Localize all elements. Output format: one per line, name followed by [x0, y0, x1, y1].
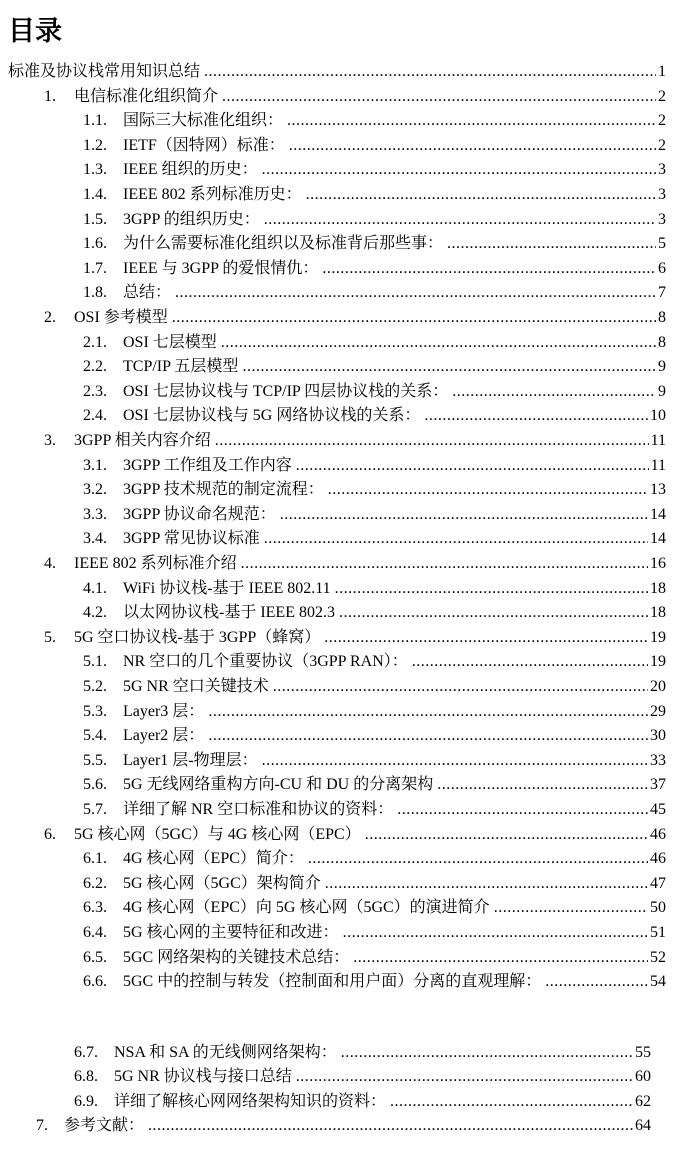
toc-entry[interactable]: [44, 549, 666, 574]
toc-entry-number: 6.4.: [83, 924, 107, 941]
toc-entry[interactable]: [83, 672, 666, 697]
toc-entry-title: 详细了解核心网网络架构知识的资料：: [114, 1092, 387, 1110]
toc-entry-number: 6.1.: [83, 850, 107, 868]
toc-dot-leader: [390, 1092, 633, 1112]
toc-entry-title: OSI 七层协议栈与 5G 网络协议栈的关系：: [123, 407, 421, 425]
toc-entry-number: 4.: [44, 555, 56, 572]
toc-entry-title: IEEE 802 系列标准介绍: [74, 555, 237, 572]
toc-entry[interactable]: [83, 574, 666, 599]
toc-page-number: 33: [650, 751, 666, 769]
toc-entry-title: IEEE 与 3GPP 的爱恨情仇：: [123, 259, 319, 277]
toc-entry-title: 3GPP 相关内容介绍: [74, 432, 211, 449]
toc-entry-number: 1.4.: [83, 186, 107, 203]
toc-entry-number: 6.2.: [83, 874, 107, 892]
toc-page-number: 13: [650, 481, 666, 499]
toc-entry-title: 5G 无线网络重构方向-CU 和 DU 的分离架构: [123, 776, 434, 794]
toc-page-number: 11: [650, 432, 666, 449]
toc-entry-number: 6.: [44, 825, 56, 843]
toc-entry-number: 4.2.: [83, 604, 107, 622]
toc-entry[interactable]: [83, 106, 666, 131]
toc-entry-number: 1.5.: [83, 210, 107, 228]
toc-entry-number: 7.: [36, 1116, 48, 1134]
toc-dot-leader: [306, 185, 656, 205]
toc-entry[interactable]: [83, 401, 666, 426]
toc-entry-title: 电信标准化组织简介: [74, 87, 219, 105]
toc-entry-number: 1.6.: [83, 235, 107, 253]
toc-dot-leader: [208, 726, 648, 746]
toc-entry-number: 2.4.: [83, 407, 107, 425]
toc-entry-number: 3.1.: [83, 456, 107, 474]
toc-entry-number: 5.2.: [83, 678, 107, 695]
toc-entry-number: 6.9.: [74, 1092, 98, 1110]
toc-entry-number: 6.6.: [83, 973, 107, 991]
toc-dot-leader: [353, 948, 648, 968]
toc-entry[interactable]: [44, 303, 666, 328]
toc-entry-title: 5G 空口协议栈-基于 3GPP（蜂窝）: [74, 628, 321, 646]
toc-entry[interactable]: [83, 205, 666, 230]
toc-entry-title: 5GC 中的控制与转发（控制面和用户面）分离的直观理解：: [123, 973, 542, 991]
toc-entry[interactable]: [44, 820, 666, 845]
toc-entry[interactable]: [83, 475, 666, 500]
toc-dot-leader: [437, 775, 648, 795]
toc-entry-title: IEEE 组织的历史：: [123, 161, 258, 179]
toc-dot-leader: [289, 136, 656, 156]
toc-entry-number: 5.1.: [83, 653, 107, 671]
toc-dot-leader: [287, 111, 656, 131]
toc-entry[interactable]: [83, 377, 666, 402]
toc-entry-title: IEEE 802 系列标准历史：: [123, 186, 302, 203]
toc-page-number: 37: [650, 776, 666, 794]
toc-page-number: 11: [650, 456, 666, 474]
toc-entry[interactable]: [83, 893, 666, 918]
toc-page-number: 29: [650, 702, 666, 720]
toc-entry[interactable]: [83, 967, 666, 992]
toc-entry-number: 5.7.: [83, 801, 107, 818]
toc-dot-leader: [262, 751, 648, 771]
toc-entry[interactable]: [83, 500, 666, 525]
toc-entry[interactable]: [83, 131, 666, 156]
toc-dot-leader: [324, 628, 648, 648]
toc-dot-leader: [172, 308, 656, 328]
toc-entry-title: 3GPP 工作组及工作内容: [123, 456, 292, 474]
toc-page-number: 1: [658, 63, 666, 80]
toc-dot-leader: [343, 923, 648, 943]
toc-entry-title: 3GPP 常见协议标准: [123, 530, 260, 548]
toc-entry-title: 4G 核心网（EPC）简介：: [123, 850, 304, 868]
toc-entry[interactable]: [44, 82, 666, 107]
toc-entry[interactable]: [83, 795, 666, 820]
toc-dot-leader: [296, 456, 649, 476]
toc-entry-title: Layer2 层：: [123, 727, 205, 745]
toc-dot-leader: [365, 825, 648, 845]
toc-dot-leader: [208, 702, 648, 722]
toc-entry-number: 3.: [44, 432, 56, 449]
toc-dot-leader: [264, 210, 656, 230]
toc-dot-leader: [328, 480, 648, 500]
toc-page-number: 8: [658, 333, 666, 351]
toc-entry[interactable]: [44, 426, 666, 451]
toc-page-number: 18: [650, 579, 666, 597]
toc-entry-title: 5G 核心网的主要特征和改进：: [123, 924, 339, 941]
toc-entry-number: 1.: [44, 87, 56, 105]
toc-entry[interactable]: [83, 647, 666, 672]
toc-entry-number: 4.1.: [83, 579, 107, 597]
toc-entry-number: 5.3.: [83, 702, 107, 720]
toc-entry[interactable]: [74, 1062, 651, 1087]
toc-entry[interactable]: [83, 328, 666, 353]
toc-entry-title: 国际三大标准化组织：: [123, 112, 284, 130]
toc-page-number: 46: [650, 825, 666, 843]
toc-entry-title: Layer1 层-物理层：: [123, 751, 258, 769]
toc-dot-leader: [241, 554, 648, 574]
toc-entry[interactable]: [83, 918, 666, 943]
toc-dot-leader: [452, 382, 656, 402]
toc-page-number: 2: [658, 112, 666, 130]
toc-dot-leader: [296, 1067, 633, 1087]
toc-entry[interactable]: [44, 623, 666, 648]
toc-dot-leader: [335, 579, 648, 599]
toc-entry-number: 3.2.: [83, 481, 107, 499]
toc-entry[interactable]: [8, 57, 666, 82]
toc-dot-leader: [221, 333, 656, 353]
toc-entry[interactable]: [83, 770, 666, 795]
toc-dot-leader: [325, 874, 648, 894]
toc-entry-title: 5GC 网络架构的关键技术总结：: [123, 948, 350, 966]
toc-entry-title: NR 空口的几个重要协议（3GPP RAN）：: [123, 653, 408, 671]
toc-dot-leader: [175, 283, 656, 303]
toc-dot-leader: [412, 652, 648, 672]
toc-page-number: 9: [658, 358, 666, 376]
toc-entry[interactable]: [83, 697, 666, 722]
toc-dot-leader: [308, 849, 648, 869]
toc-page-number: 51: [650, 924, 666, 941]
toc-dot-leader: [424, 406, 648, 426]
toc-page-number: 55: [635, 1044, 651, 1061]
toc-entry-title: 标准及协议栈常用知识总结: [8, 63, 201, 80]
toc-page-number: 8: [658, 309, 666, 326]
toc-page-number: 10: [650, 407, 666, 425]
toc-dot-leader: [322, 259, 656, 279]
toc-entry-number: 6.8.: [74, 1068, 98, 1086]
toc-entry-title: 5G NR 协议栈与接口总结: [114, 1068, 292, 1086]
toc-entry-number: 5.4.: [83, 727, 107, 745]
toc-page-number: 6: [658, 259, 666, 277]
toc-entry-title: OSI 七层协议栈与 TCP/IP 四层协议栈的关系：: [123, 382, 449, 400]
toc-entry[interactable]: [83, 869, 666, 894]
toc-entry[interactable]: [74, 1087, 651, 1112]
toc-entry[interactable]: [36, 1111, 651, 1136]
toc-page-number: 45: [650, 801, 666, 818]
toc-entry[interactable]: [83, 721, 666, 746]
toc-entry[interactable]: [83, 155, 666, 180]
toc-page-number: 62: [635, 1092, 651, 1110]
toc-page-number: 2: [658, 87, 666, 105]
toc-dot-leader: [215, 431, 649, 451]
toc-page-number: 19: [650, 653, 666, 671]
toc-entry-title: 3GPP 协议命名规范：: [123, 505, 276, 523]
toc-dot-leader: [273, 677, 648, 697]
toc-dot-leader: [339, 603, 648, 623]
toc-entry-number: 2.1.: [83, 333, 107, 351]
toc-page-number: 30: [650, 727, 666, 745]
toc-entry[interactable]: [83, 524, 666, 549]
toc-entry-title: 5G NR 空口关键技术: [123, 678, 269, 695]
toc-dot-leader: [222, 87, 656, 107]
toc-page-number: 19: [650, 628, 666, 646]
toc-entry-title: OSI 参考模型: [74, 309, 168, 326]
toc-entry-number: 1.7.: [83, 259, 107, 277]
toc-page-number: 16: [650, 555, 666, 572]
toc-entry[interactable]: [83, 278, 666, 303]
toc-entry-number: 5.6.: [83, 776, 107, 794]
toc-entry-title: 参考文献：: [64, 1116, 145, 1134]
toc-page-number: 9: [658, 382, 666, 400]
toc-entry[interactable]: [83, 352, 666, 377]
toc-entry-number: 6.5.: [83, 948, 107, 966]
toc-dot-leader: [494, 898, 648, 918]
toc-entry-title: 4G 核心网（EPC）向 5G 核心网（5GC）的演进简介: [123, 899, 490, 917]
toc-entry[interactable]: [83, 180, 666, 205]
toc-page-number: 52: [650, 948, 666, 966]
toc-entry-title: IETF（因特网）标准：: [123, 136, 285, 154]
toc-entry-number: 3.4.: [83, 530, 107, 548]
toc-entry-title: 5G 核心网（5GC）架构简介: [123, 874, 321, 892]
toc-entry-number: 1.8.: [83, 284, 107, 302]
toc-entry-number: 1.3.: [83, 161, 107, 179]
toc-dot-leader: [148, 1116, 633, 1136]
toc-entry-title: TCP/IP 五层模型: [123, 358, 239, 376]
toc-page-number: 7: [658, 284, 666, 302]
toc-entry-title: 总结：: [123, 284, 172, 302]
toc-entry-number: 1.2.: [83, 136, 107, 154]
toc-entry-title: 详细了解 NR 空口标准和协议的资料：: [123, 801, 394, 818]
toc-heading: 目录: [8, 16, 62, 47]
toc-entry-title: 5G 核心网（5GC）与 4G 核心网（EPC）: [74, 825, 361, 843]
toc-entry-title: OSI 七层模型: [123, 333, 217, 351]
toc-entry-number: 5.5.: [83, 751, 107, 769]
toc-page-number: 64: [635, 1116, 651, 1134]
toc-entry-title: 以太网协议栈-基于 IEEE 802.3: [123, 604, 335, 622]
toc-page-number: 47: [650, 874, 666, 892]
toc-dot-leader: [280, 505, 648, 525]
toc-entry-title: 为什么需要标准化组织以及标准背后那些事：: [123, 235, 444, 253]
toc-entry[interactable]: [83, 254, 666, 279]
toc-page-number: 20: [650, 678, 666, 695]
toc-dot-leader: [545, 972, 648, 992]
toc-page-number: 46: [650, 850, 666, 868]
toc-page-number: 3: [658, 210, 666, 228]
toc-page-number: 60: [635, 1068, 651, 1086]
toc-entry-number: 2.3.: [83, 382, 107, 400]
toc-dot-leader: [397, 800, 648, 820]
toc-page-number: 3: [658, 161, 666, 179]
toc-page-number: 2: [658, 136, 666, 154]
toc-dot-leader: [264, 529, 648, 549]
toc-dot-leader: [341, 1043, 633, 1063]
toc-entry-number: 2.: [44, 309, 56, 326]
toc-dot-leader: [242, 357, 656, 377]
toc-entry-number: 5.: [44, 628, 56, 646]
toc-entry-title: 3GPP 的组织历史：: [123, 210, 260, 228]
toc-dot-leader: [447, 234, 656, 254]
toc-entry-title: NSA 和 SA 的无线侧网络架构：: [114, 1044, 337, 1061]
toc-dot-leader: [204, 62, 656, 82]
toc-entry[interactable]: [83, 844, 666, 869]
toc-entry[interactable]: [83, 229, 666, 254]
toc-page-number: 5: [658, 235, 666, 253]
toc-page-number: 54: [650, 973, 666, 991]
toc-entry[interactable]: [74, 1038, 651, 1063]
toc-entry-number: 2.2.: [83, 358, 107, 376]
toc-dot-leader: [262, 160, 656, 180]
toc-entry-title: Layer3 层：: [123, 702, 205, 720]
toc-entry-number: 3.3.: [83, 505, 107, 523]
toc-entry-number: 6.7.: [74, 1044, 98, 1061]
toc-page-number: 18: [650, 604, 666, 622]
toc-entry[interactable]: [83, 451, 666, 476]
toc-entry[interactable]: [83, 598, 666, 623]
toc-page-number: 3: [658, 186, 666, 203]
toc-page-number: 14: [650, 530, 666, 548]
toc-entry-title: 3GPP 技术规范的制定流程：: [123, 481, 324, 499]
toc-entry-number: 6.3.: [83, 899, 107, 917]
toc-page-number: 14: [650, 505, 666, 523]
toc-entry[interactable]: [83, 746, 666, 771]
toc-entry-number: 1.1.: [83, 112, 107, 130]
toc-entry-title: WiFi 协议栈-基于 IEEE 802.11: [123, 579, 331, 597]
toc-entry[interactable]: [83, 943, 666, 968]
toc-page-number: 50: [650, 899, 666, 917]
